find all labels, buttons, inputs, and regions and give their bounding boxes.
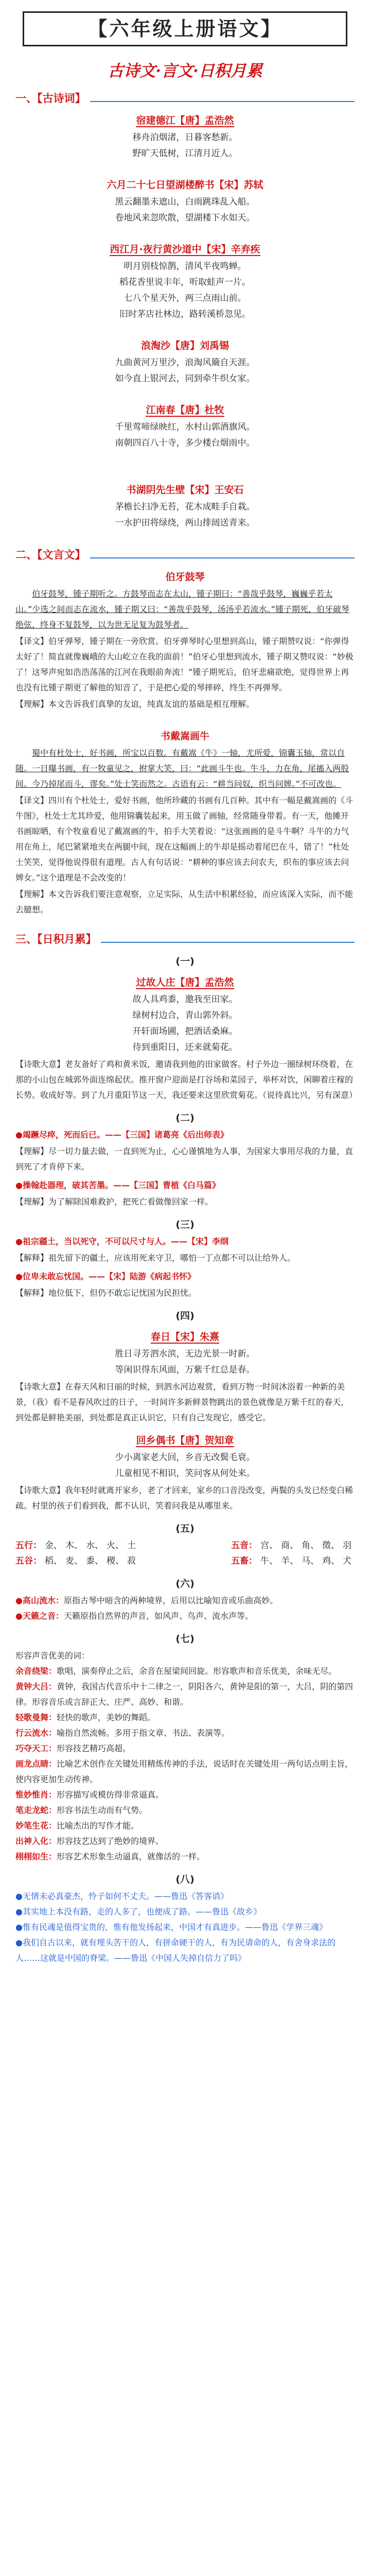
sub-number: (七) [175,1633,195,1645]
quote: ●无情未必真豪杰，怜子如何不丈夫。——鲁迅《答客诮》 [15,1891,228,1901]
explanation: 【解释】祖先留下的疆土，应该用死来守卫，哪怕一丁点都不可以让给外人。 [15,1253,296,1263]
translation: 【译文】四川有个杜处士，爱好书画，他所珍藏的书画有几百种。其中有一幅是戴嵩画的《斗牛图》，杜处士尤其珍爱，他用锦囊装起来，用玉做了画轴，经常随身带着。有一天，他摊开书画晾晒，有个牧童看见了戴嵩画的牛，拍手大笑着说：“这张画画的是斗牛啊？斗牛的力气用在角上，尾巴紧紧地夹在两腿中间，现在这幅画上的牛却是摇动着尾巴在斗，错了！”杜处士笑笑，觉得他说得很有道理。古人有句话说：“耕种的事应该去问农夫，织布的事应该去问婢女。”这个道理是不会改变的！ [15,795,354,883]
list-item: ●天籁之音：天籁原指自然界的声音，如风声、鸟声、流水声等。 [15,1611,253,1621]
list-item: 黄钟大吕：黄钟，我国古代音乐中十二律之一，阴阳各六，黄钟是阳的第一，大吕，阴的第四律。形容音乐或言辞正大、庄严、高妙、和谐。 [15,1682,354,1707]
sub-number: (一) [175,956,195,967]
list-item: 巧夺天工：形容技艺精巧高超。 [15,1743,131,1753]
poem-line: 千里莺啼绿映红，水村山郭酒旗风。 [115,422,255,432]
understanding: 【理解】为了解除国难救护，把死亡看做像回家一样。 [15,1197,214,1207]
table-row: 五畜： 牛、 羊、 马、 鸡、 犬 [231,1556,351,1566]
sub-number: (四) [175,1310,195,1321]
table-row: 五谷： 稻、 麦、 黍、 稷、 菽 [15,1556,136,1566]
quote: ●惟有民魂是值得宝贵的，惟有他发扬起来，中国才有真进步。——鲁迅《学界三魂》 [15,1922,327,1932]
page-title: 【六年级上册语文】 [23,11,347,46]
list-item: 余音绕梁：歌唱，演奏停止之后，余音在屋梁间回旋。形容歌声和音乐优美，余味无尽。 [15,1666,337,1676]
poem-line: 旧时茅店社林边，路转溪桥忽见。 [119,309,251,319]
poem-line: 少小离家老大回，乡音无改鬓毛衰。 [115,1452,255,1463]
poem-line: 七八个星天外，两三点雨山前。 [124,293,246,303]
poem-line: 茅檐长扫净无苔，花木成畦手自栽。 [115,502,255,512]
understanding: 【理解】本文告诉我们真挚的友谊，纯真友谊的基础是相互理解。 [15,699,255,709]
poem-line: 胜日寻芳泗水滨，无边光景一时新。 [115,1349,255,1359]
section-divider [90,550,355,558]
list-item: ●高山流水：原指古琴中暗含的两种境界，后用以比喻知音或乐曲高妙。 [15,1596,278,1605]
poem-title: 宿建德江【唐】孟浩然 [136,115,234,126]
poem-title: 过故人庄【唐】孟浩然 [136,977,234,988]
list-item: 行云流水：喻指自然流畅。多用于指文章、书法、表演等。 [15,1728,230,1738]
five-elements-table [15,1538,355,1569]
poem-line: 一水护田将绿绕，两山排闼送青来。 [115,518,255,528]
understanding: 【理解】尽一切力量去做，一直到死为止，心心谨慎地为人事，为国家大事用尽我的力量，直到死了才肯停下来。 [15,1146,354,1172]
section-header-poems [15,90,355,106]
list-item: 妙笔生花：比喻杰出的写作才能。 [15,1821,139,1831]
list-item: 出神入化：形容技艺达到了绝妙的境界。 [15,1836,164,1846]
quote: ●操翰赴器理，破其苦墨。——【三国】曹植《白马篇》 [15,1180,220,1190]
poem-title: 书湖阴先生壁【宋】王安石 [126,484,244,496]
poem-meaning: 【诗歌大意】老友备好了鸡和黄米饭，邀请我到他的田家做客。村子外边一圈绿树环绕着，在那的小山包在城郭外面连绵起伏。推开窗户迎面是打谷场和菜园子，举杯对饮，闲聊着庄稼的长势。收成好等。到了九月重阳节这一天，我还要来这里欣赏菊花。（说待真比兴，另有深意） [15,1059,358,1100]
poem-line: 卷地风来忽吹散，望湖楼下水如天。 [115,213,255,223]
poem-meaning: 【诗歌大意】我年轻时就离开家乡，老了才回来，家乡的口音没改变，两鬓的头发已经变白稀疏。村里的孩子们看到我，都不认识，笑着问我是从哪里来。 [15,1485,354,1511]
poem-line: 黑云翻墨未遮山，白雨跳珠乱入船。 [115,197,255,207]
poem-line: 绿树村边合，青山郭外斜。 [132,1010,238,1021]
explanation: 【解释】地位低下，但仍不敢忘记忧国为民担忧。 [15,1288,197,1298]
poem-title: 西江月·夜行黄沙道中【宋】辛弃疾 [110,244,260,255]
list-intro: 形容声音优美的词： [15,1651,90,1660]
poem-line: 九曲黄河万里沙，浪淘风簸自天涯。 [115,358,255,368]
table-row: 五行： 金、 木、 水、 火、 土 [15,1540,136,1551]
quote: ●位卑未敢忘忧国。——【宋】陆游《病起书怀》 [15,1272,196,1281]
quote: ●我们自古以来，就有埋头苦干的人，有拼命硬干的人，有为民请命的人，有舍身求法的人……这就是中国的脊梁。——鲁迅《中国人失掉自信力了吗》 [15,1938,336,1963]
poem-line: 野旷天低树，江清月近人。 [132,148,238,159]
poem-line: 移舟泊烟渚，日暮客愁新。 [132,132,238,143]
section-poems [0,113,370,531]
section-label: 三、【日积月累】 [15,933,97,945]
poem-title: 春日【宋】朱熹 [150,1331,219,1343]
section-label: 二、【文言文】 [15,549,86,561]
list-item: 惟妙惟肖：形容描写或模仿得非常逼真。 [15,1790,164,1800]
section-header-daily [15,931,355,946]
section-daily [0,954,370,1966]
translation: 【译文】伯牙弹琴，锺子期在一旁欣赏。伯牙弹琴时心里想到高山，锺子期赞叹说：“你弹得太好了！简直就像巍峨的大山屹立在我的面前！”伯牙心里想到流水，锺子期又赞叹说：“妙极了！这琴声宛如浩浩荡荡的江河在我眼前奔流！”锺子期死后，伯牙悲痛欲绝，觉得世界上再也没有比锺子期更了解他的知音了，于是把心爱的琴摔碎，终生不再弹琴。 [15,636,354,692]
list-item: 栩栩如生：形容艺术形象生动逼真，就像活的一样。 [15,1852,205,1861]
section-divider [101,935,355,943]
page-subtitle: 古诗文·言文·日积月累 [108,62,262,80]
poem-line: 开轩面场圃，把酒话桑麻。 [132,1026,238,1037]
quote: ●竭蹶尽瘁，死而后已。——【三国】诸葛亮《后出师表》 [15,1130,228,1140]
section-label: 一、【古诗词】 [15,92,86,105]
quote: ●其实地上本没有路，走的人多了，也便成了路。——鲁迅《故乡》 [15,1907,261,1917]
quote: ●祖宗疆土，当以死守，不可以尺寸与人。——【宋】李纲 [15,1236,228,1246]
list-item: 画龙点睛：比喻艺术创作在关键处用精炼传神的手法，说话时在关键处用一两句话点明主旨，使内容更加生动传神。 [15,1759,354,1784]
sub-number: (八) [175,1874,195,1885]
section-header-classical [15,547,355,562]
poem-line: 待到重阳日，还来就菊花。 [132,1042,238,1053]
text-title: 书戴嵩画牛 [160,731,209,742]
poem-title: 六月二十七日望湖楼醉书【宋】苏轼 [107,179,263,191]
text-title: 伯牙鼓琴 [165,571,205,583]
classical-text: 蜀中有杜处士，好书画，所宝以百数。有戴嵩《牛》一轴，尤所爱，锦囊玉轴，常以自随。一日曝书画，有一牧童见之，拊掌大笑，曰：“此画斗牛也。牛斗，力在角，尾搐入两股间。今乃掉尾而斗，谬矣。”处士笑而然之。古语有云：“耕当问奴，织当问婢。”不可改也。 [15,748,349,789]
poem-meaning: 【诗歌大意】在春天风和日丽的时候，到泗水河边观赏，看到万物一时间沐浴着一种新的美景，（我）看不是春风吹过的日子，一时间许多新鲜景物跳出的景色就像是万紫千红的春天，到处都是鲜艳美丽，到处都是真正认识它，只有自己发现它，感受它。 [15,1382,349,1422]
poem-line: 等闲识得东风面，万紫千红总是春。 [115,1365,255,1375]
list-item: 笔走龙蛇：形容书法生动而有气势。 [15,1805,148,1815]
poem-line: 故人具鸡黍，邀我至田家。 [132,994,238,1005]
poem-line: 明月别枝惊鹊，清风半夜鸣蝉。 [124,261,246,272]
sub-number: (二) [175,1112,195,1124]
poem-title: 江南春【唐】杜牧 [146,404,224,416]
classical-text: 伯牙鼓琴，锺子期听之。方鼓琴而志在太山，锺子期曰：“善哉乎鼓琴，巍巍乎若太山。”少选之间而志在流水，锺子期又曰：“善哉乎鼓琴，汤汤乎若流水。”锺子期死，伯牙破琴绝弦，终身不复鼓琴，以为世无足复为鼓琴者。 [15,589,349,630]
poem-line: 儿童相见不相识，笑问客从何处来。 [115,1468,255,1479]
poem-line: 稻花香里说丰年，听取蛙声一片。 [119,277,251,287]
sub-number: (五) [175,1523,195,1534]
section-classical [0,569,370,918]
poem-line: 如今直上银河去，同到牵牛织女家。 [115,374,255,384]
poem-line: 南朝四百八十寺，多少楼台烟雨中。 [115,438,255,448]
sub-number: (三) [175,1219,195,1230]
table-row: 五音： 宫、 商、 角、 徵、 羽 [231,1540,351,1551]
understanding: 【理解】本文告诉我们要注意观察，立足实际，从生活中积累经验，而应该深入实际，而不能去臆想。 [15,889,354,914]
list-item: 轻歌曼舞：轻快的歌声，美妙的舞蹈。 [15,1713,156,1722]
sub-number: (六) [175,1578,195,1589]
section-divider [90,94,355,102]
poem-title: 回乡偶书【唐】贺知章 [136,1435,234,1446]
poem-title: 浪淘沙【唐】刘禹锡 [140,340,229,351]
